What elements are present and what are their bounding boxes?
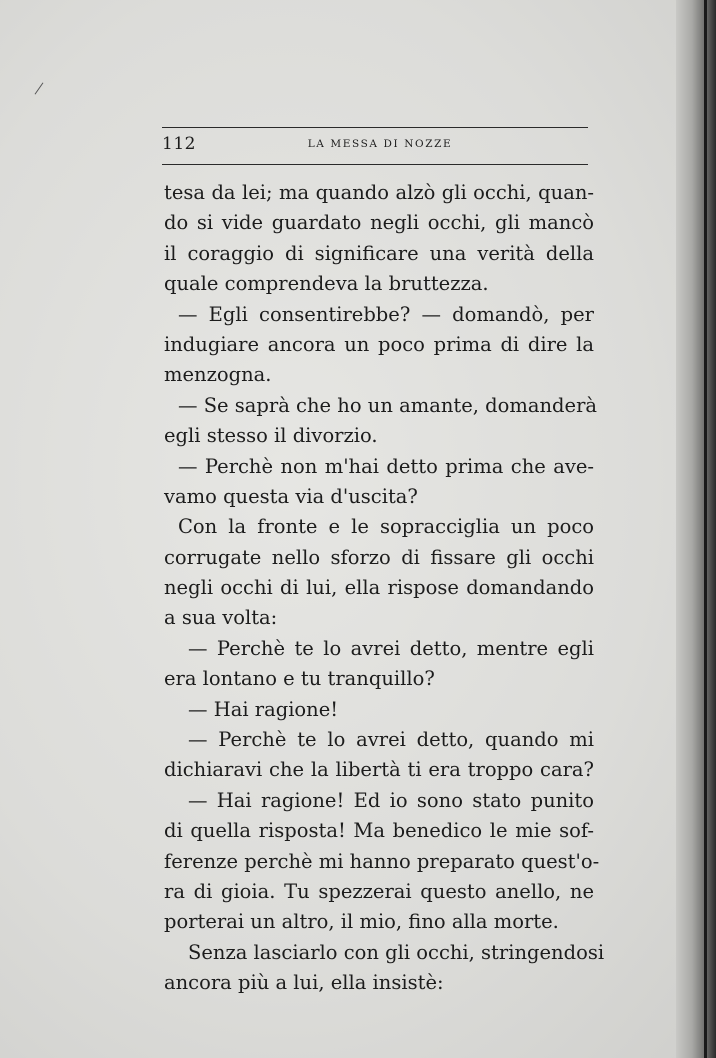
text-line: — Egli consentirebbe? — domandò, per	[178, 302, 594, 326]
text-line: — Hai ragione! Ed io sono stato punito	[188, 788, 594, 812]
page-number: 112	[162, 134, 196, 154]
body-text	[164, 178, 605, 999]
text-line: ancora più a lui, ella insistè:	[164, 971, 444, 995]
text-line: era lontano e tu tranquillo?	[164, 667, 435, 691]
text-line: a sua volta:	[164, 606, 278, 630]
text-line: menzogna.	[164, 363, 272, 387]
text-line: di quella risposta! Ma benedico le mie sof-	[164, 819, 594, 843]
stray-mark	[35, 82, 44, 94]
text-line: corrugate nello sforzo di fissare gli occhi	[164, 545, 594, 569]
text-line: ra di gioia. Tu spezzerai questo anello, ne	[164, 879, 594, 903]
text-line: — Perchè non m'hai detto prima che ave-	[178, 454, 594, 478]
text-line: dichiaravi che la libertà ti era troppo cara?	[164, 758, 594, 782]
text-line: egli stesso il divorzio.	[164, 424, 378, 448]
text-line: indugiare ancora un poco prima di dire la	[164, 332, 594, 356]
text-line: — Hai ragione!	[188, 697, 339, 721]
text-line: vamo questa via d'uscita?	[164, 484, 418, 508]
running-title: LA MESSA DI NOZZE	[307, 138, 453, 150]
text-line: — Perchè te lo avrei detto, quando mi	[188, 728, 594, 752]
page-header	[162, 120, 588, 170]
text-line: — Se saprà che ho un amante, domanderà	[178, 393, 598, 417]
text-line: tesa da lei; ma quando alzò gli occhi, quan-	[164, 181, 594, 204]
text-line: Con la fronte e le sopracciglia un poco	[178, 515, 594, 539]
text-line: — Perchè te lo avrei detto, mentre egli	[188, 636, 594, 660]
text-line: do si vide guardato negli occhi, gli mancò	[164, 211, 594, 235]
text-line: Senza lasciarlo con gli occhi, stringendosi	[188, 940, 605, 964]
text-line: il coraggio di significare una verità della	[164, 241, 594, 265]
text-line: negli occhi di lui, ella rispose domandando	[164, 576, 594, 600]
book-gutter-edge	[704, 0, 707, 1058]
text-line: porterai un altro, il mio, fino alla morte.	[164, 910, 559, 934]
book-spine-shadow	[676, 0, 716, 1058]
text-line: quale comprendeva la bruttezza.	[164, 272, 489, 296]
text-line: ferenze perchè mi hanno preparato quest'o-	[164, 849, 600, 873]
header-rule-bottom	[162, 164, 588, 165]
header-rule-top	[162, 127, 588, 128]
